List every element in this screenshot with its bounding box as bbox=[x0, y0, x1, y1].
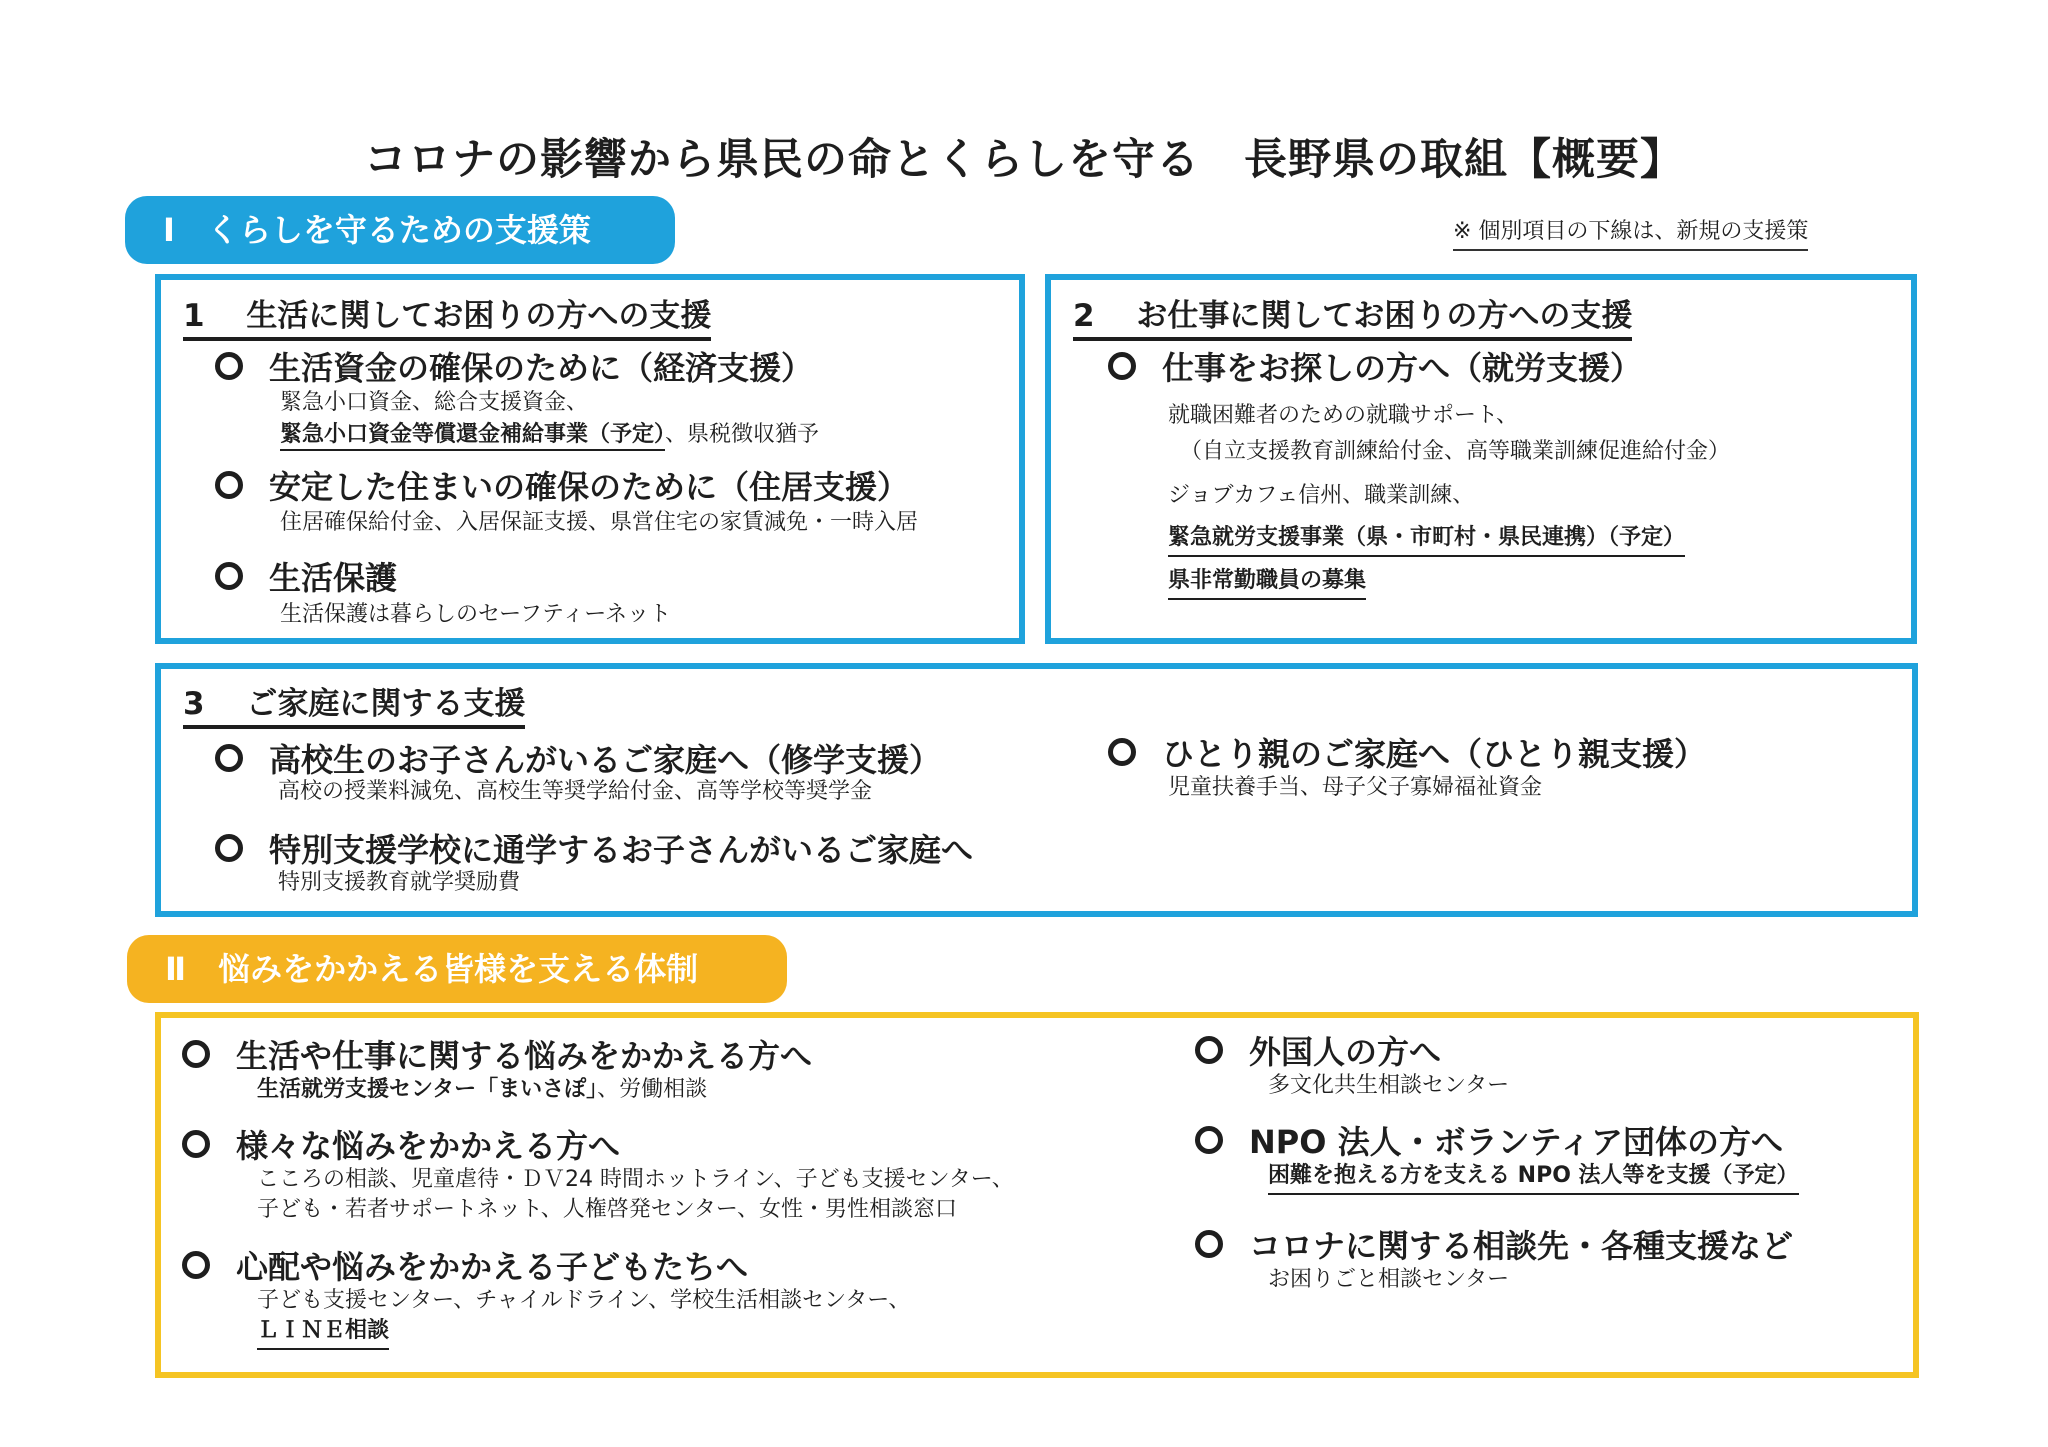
box3-heading: 3 ご家庭に関する支援 bbox=[183, 678, 525, 729]
bullet-circle-icon bbox=[1108, 738, 1136, 766]
bullet-circle-icon bbox=[215, 834, 243, 862]
high-school-desc: 高校の授業料減免、高校生等奨学給付金、高等学校等奨学金 bbox=[278, 779, 873, 804]
single-parent-desc: 児童扶養手当、母子父子寡婦福祉資金 bbox=[1168, 775, 1543, 800]
item-welfare: 生活保護 bbox=[215, 553, 397, 599]
children-desc-1: 子ども支援センター、チャイルドライン、学校生活相談センター、 bbox=[257, 1288, 911, 1313]
item-corona-consult: コロナに関する相談先・各種支援など bbox=[1195, 1221, 1793, 1267]
bullet-circle-icon bbox=[215, 352, 243, 380]
bullet-circle-icon bbox=[1195, 1126, 1223, 1154]
special-school-desc: 特別支援教育就学奨励費 bbox=[278, 870, 521, 895]
bullet-circle-icon bbox=[215, 744, 243, 772]
job-desc-4: 緊急就労支援事業（県・市町村・県民連携）（予定） bbox=[1168, 522, 1685, 557]
life-work-desc: 生活就労支援センター「まいさぽ」、労働相談 bbox=[257, 1077, 708, 1102]
underline-note: ※ 個別項目の下線は、新規の支援策 bbox=[1453, 214, 1808, 251]
job-desc-2: （自立支援教育訓練給付金、高等職業訓練促進給付金） bbox=[1180, 439, 1731, 464]
bullet-circle-icon bbox=[215, 562, 243, 590]
item-npo: NPO 法人・ボランティア団体の方へ bbox=[1195, 1117, 1783, 1163]
living-funds-desc-1: 緊急小口資金、総合支援資金、 bbox=[280, 390, 589, 415]
children-desc-2: ＬＩＮＥ相談 bbox=[257, 1315, 389, 1350]
item-special-school: 特別支援学校に通学するお子さんがいるご家庭へ bbox=[215, 825, 973, 871]
various-desc-2: 子ども・若者サポートネット、人権啓発センター、女性・男性相談窓口 bbox=[257, 1197, 958, 1222]
housing-desc: 住居確保給付金、入居保証支援、県営住宅の家賃減免・一時入居 bbox=[280, 510, 919, 535]
job-desc-5: 県非常勤職員の募集 bbox=[1168, 565, 1366, 600]
section-1-label: Ⅰ くらしを守るための支援策 bbox=[125, 196, 675, 264]
box1-heading: 1 生活に関してお困りの方への支援 bbox=[183, 290, 711, 341]
bullet-circle-icon bbox=[182, 1130, 210, 1158]
bullet-circle-icon bbox=[215, 471, 243, 499]
item-life-work-worries: 生活や仕事に関する悩みをかかえる方へ bbox=[182, 1031, 812, 1077]
item-high-school: 高校生のお子さんがいるご家庭へ（修学支援） bbox=[215, 735, 941, 781]
living-funds-desc-2: 緊急小口資金等償還金補給事業（予定）、県税徴収猶予 bbox=[280, 419, 819, 450]
corona-consult-desc: お困りごと相談センター bbox=[1268, 1267, 1510, 1292]
various-desc-1: こころの相談、児童虐待・ＤＶ24 時間ホットライン、子ども支援センター、 bbox=[257, 1167, 1014, 1192]
item-living-funds: 生活資金の確保のために（経済支援） bbox=[215, 343, 813, 389]
bullet-circle-icon bbox=[1195, 1036, 1223, 1064]
bullet-circle-icon bbox=[182, 1251, 210, 1279]
job-desc-3: ジョブカフェ信州、職業訓練、 bbox=[1168, 483, 1475, 508]
item-single-parent: ひとり親のご家庭へ（ひとり親支援） bbox=[1108, 729, 1706, 775]
box2-heading: 2 お仕事に関してお困りの方への支援 bbox=[1073, 290, 1632, 341]
item-foreigners: 外国人の方へ bbox=[1195, 1027, 1441, 1073]
item-housing: 安定した住まいの確保のために（住居支援） bbox=[215, 462, 909, 508]
item-children-worries: 心配や悩みをかかえる子どもたちへ bbox=[182, 1242, 748, 1288]
section-2-label: Ⅱ 悩みをかかえる皆様を支える体制 bbox=[127, 935, 787, 1003]
npo-desc: 困難を抱える方を支える NPO 法人等を支援（予定） bbox=[1268, 1160, 1799, 1195]
bullet-circle-icon bbox=[182, 1040, 210, 1068]
item-various-worries: 様々な悩みをかかえる方へ bbox=[182, 1121, 620, 1167]
bullet-circle-icon bbox=[1195, 1230, 1223, 1258]
new-support-underlined: 緊急小口資金等償還金補給事業（予定） bbox=[280, 422, 665, 451]
bullet-circle-icon bbox=[1108, 352, 1136, 380]
page-title: コロナの影響から県民の命とくらしを守る 長野県の取組【概要】 bbox=[364, 135, 1684, 185]
job-desc-1: 就職困難者のための就職サポート、 bbox=[1168, 403, 1519, 428]
foreigners-desc: 多文化共生相談センター bbox=[1268, 1073, 1510, 1098]
item-job-search: 仕事をお探しの方へ（就労支援） bbox=[1108, 343, 1642, 389]
welfare-desc: 生活保護は暮らしのセーフティーネット bbox=[280, 602, 672, 627]
